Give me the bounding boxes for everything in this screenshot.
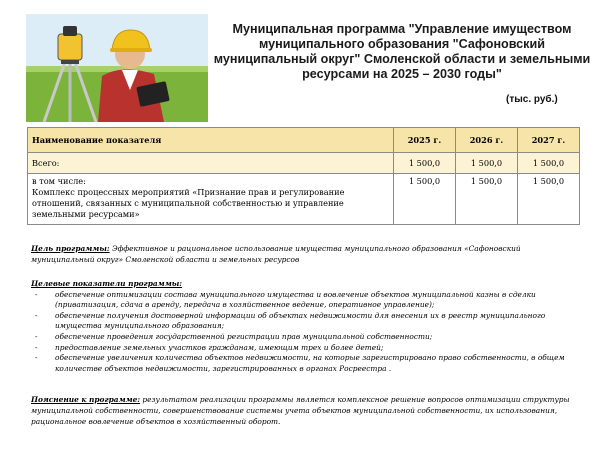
program-explanation	[31, 394, 583, 427]
total-label: Всего:	[28, 153, 394, 174]
list-item-text: обеспечение оптимизации состава муниципального имущества и вовлечение объектов муниципальной казны в сделки (приватизация, сдача в аренду, передача в хозяйственное ведение, оперативное управление);	[55, 289, 536, 310]
bullet: -	[35, 310, 38, 320]
detail-2027: 1 500,0	[518, 174, 580, 225]
total-2025: 1 500,0	[394, 153, 456, 174]
total-2026: 1 500,0	[456, 153, 518, 174]
list-item-text: обеспечение проведения государственной регистрации прав муниципальной собственности;	[55, 331, 433, 341]
list-item	[31, 353, 583, 374]
detail-description: Комплекс процессных мероприятий «Признание прав и регулирование отношений, связанных с муниципальной собственностью и управление земельными ресурсами»	[32, 187, 345, 219]
column-header-indicator: Наименование показателя	[28, 128, 394, 153]
target-indicators	[31, 279, 583, 374]
program-goal	[31, 243, 583, 265]
surveyor-photo	[26, 14, 208, 122]
explanation-label: Пояснение к программе:	[31, 395, 141, 404]
table-row-detail	[28, 174, 580, 225]
detail-2026: 1 500,0	[456, 174, 518, 225]
column-header-2027: 2027 г.	[518, 128, 580, 153]
list-item	[31, 311, 583, 332]
list-item-text: обеспечение увеличения количества объектов недвижимости, на которые зарегистрировано право собственности, в общем количестве объектов недвижимости, зарегистрированных в органах Росреестра .	[55, 353, 565, 373]
indicators-table	[27, 127, 580, 225]
list-item-text: обеспечение получения достоверной информации об объектах недвижимости для внесения их в реестр муниципального имущества муниципального образования;	[55, 310, 546, 331]
bullet: -	[35, 353, 38, 363]
column-header-2026: 2026 г.	[456, 128, 518, 153]
surveyor-illustration	[26, 14, 208, 122]
units-label: (тыс. руб.)	[506, 94, 558, 105]
detail-2025: 1 500,0	[394, 174, 456, 225]
bullet: -	[35, 342, 38, 352]
program-title: Муниципальная программа "Управление имуществом муниципального образования "Сафоновский муниципальный округ" Смоленской области и земельными ресурсами на 2025 – 2030 годы"	[213, 22, 591, 81]
table-header-row	[28, 128, 580, 153]
table-row-total	[28, 153, 580, 174]
detail-cell	[28, 174, 394, 225]
targets-label: Целевые показатели программы:	[31, 279, 182, 288]
goal-label: Цель программы:	[31, 244, 110, 253]
bullet: -	[35, 289, 38, 299]
goal-text: Эффективное и рациональное использование имущества муниципального образования «Сафоновский муниципальный округ» Смоленской области и земельных ресурсов	[31, 244, 521, 264]
bullet: -	[35, 331, 38, 341]
detail-intro: в том числе:	[32, 176, 86, 186]
list-item	[31, 290, 583, 311]
column-header-2025: 2025 г.	[394, 128, 456, 153]
list-item	[31, 343, 583, 354]
list-item	[31, 332, 583, 343]
targets-list	[31, 290, 583, 375]
explanation-text: результатом реализации программы является комплексное решение вопросов оптимизации структуры муниципальной собственности, совершенствование системы учета объектов муниципальной собственности, их использования, рациональное вовлечение объектов в хозяйственный оборот.	[31, 395, 570, 426]
total-2027: 1 500,0	[518, 153, 580, 174]
list-item-text: предоставление земельных участков гражданам, имеющим трех и более детей;	[55, 342, 384, 352]
